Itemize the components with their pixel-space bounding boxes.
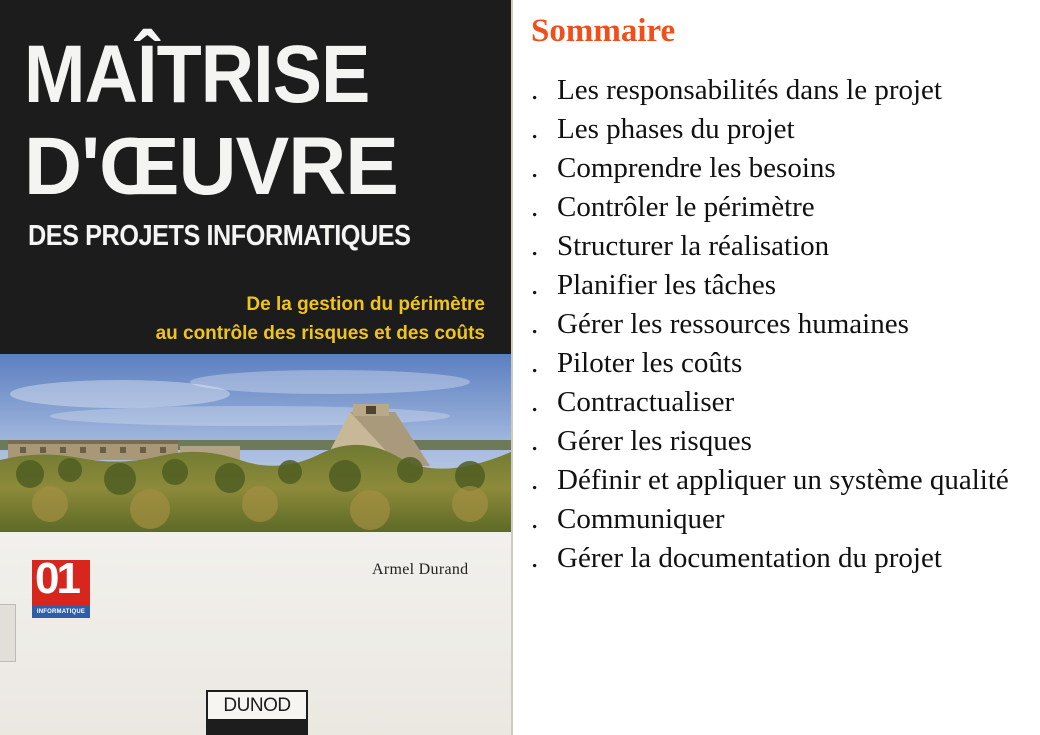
book-cover — [0, 0, 513, 735]
summary-item-label: Définir et appliquer un système qualité — [557, 464, 1009, 496]
bullet-icon: . — [531, 74, 539, 106]
summary-item — [531, 500, 1031, 539]
bullet-icon: . — [531, 113, 539, 145]
publisher-logo: DUNOD — [206, 690, 308, 721]
bullet-icon: . — [531, 464, 539, 496]
cover-subtitle-line1: De la gestion du périmètre — [246, 294, 485, 315]
bullet-icon: . — [531, 425, 539, 457]
bullet-icon: . — [531, 542, 539, 574]
cover-title-line2: D'ŒUVRE — [24, 121, 398, 212]
summary-item-label: Planifier les tâches — [557, 269, 777, 301]
summary-item — [531, 305, 1031, 344]
summary-item-label: Communiquer — [557, 503, 725, 535]
summary-item-label: Gérer les ressources humaines — [557, 308, 909, 340]
summary-item — [531, 383, 1031, 422]
publisher-logo-base — [206, 719, 308, 735]
bullet-icon: . — [531, 503, 539, 535]
summary-item — [531, 188, 1031, 227]
summary-item-label: Gérer la documentation du projet — [557, 542, 942, 574]
pyramid-landscape-image — [0, 354, 511, 532]
summary-list — [531, 71, 1031, 578]
summary-item-label: Gérer les risques — [557, 425, 752, 457]
summary-item — [531, 266, 1031, 305]
cover-subtitle — [156, 290, 485, 348]
bullet-icon: . — [531, 347, 539, 379]
summary-item — [531, 539, 1031, 578]
summary-item — [531, 422, 1031, 461]
bullet-icon: . — [531, 191, 539, 223]
summary-title: Sommaire — [531, 13, 676, 49]
logo-text: INFORMATIQUE — [32, 606, 90, 618]
summary-item — [531, 110, 1031, 149]
bullet-icon: . — [531, 386, 539, 418]
summary-item-label: Contractualiser — [557, 386, 735, 418]
summary-item — [531, 344, 1031, 383]
summary-item-label: Les phases du projet — [557, 113, 795, 145]
logo-number: 01 — [35, 560, 78, 603]
bullet-icon: . — [531, 152, 539, 184]
author-name: Armel Durand — [372, 561, 469, 578]
bullet-icon: . — [531, 269, 539, 301]
cover-photo — [0, 354, 511, 532]
summary-item-label: Contrôler le périmètre — [557, 191, 815, 223]
cover-title-line1: MAÎTRISE — [24, 29, 370, 120]
01-informatique-logo — [32, 560, 90, 618]
summary-item — [531, 461, 1031, 500]
cover-title-line3: DES PROJETS INFORMATIQUES — [28, 220, 411, 252]
library-label — [0, 604, 16, 662]
summary-item-label: Comprendre les besoins — [557, 152, 836, 184]
cover-subtitle-line2: au contrôle des risques et des coûts — [155, 323, 485, 344]
summary-item — [531, 227, 1031, 266]
summary-item-label: Piloter les coûts — [557, 347, 743, 379]
summary-item — [531, 149, 1031, 188]
summary-item — [531, 71, 1031, 110]
summary-item-label: Structurer la réalisation — [557, 230, 830, 262]
bullet-icon: . — [531, 308, 539, 340]
bullet-icon: . — [531, 230, 539, 262]
summary-item-label: Les responsabilités dans le projet — [557, 74, 942, 106]
